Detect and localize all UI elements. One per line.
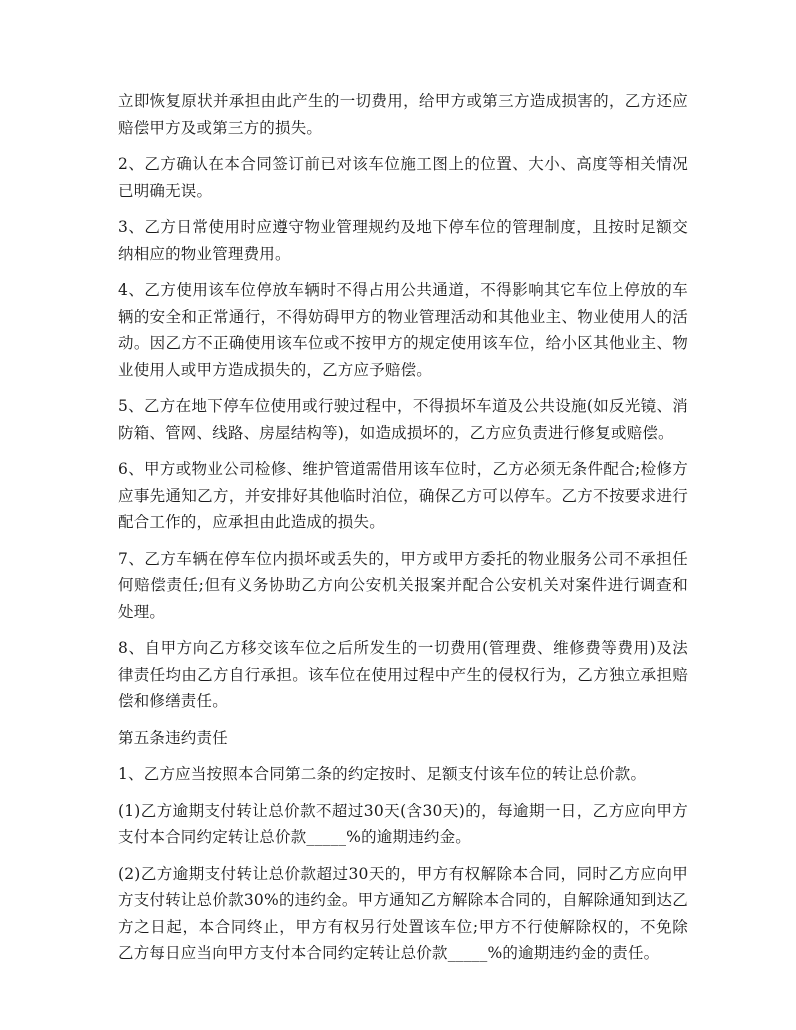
paragraph-breach-1-item-2: (2)乙方逾期支付转让总价款超过30天的，甲方有权解除本合同，同时乙方应向甲方支付转让总价款30%的违约金。甲方通知乙方解除本合同的，自解除通知到达乙方之日起，本合同终止，甲方有权另行处置该车位;甲方不行使解除权的，不免除乙方每日应当向甲方支付本合同约定转让总价款_____%的逾期违约金的责任。 (118, 864, 688, 962)
paragraph-breach-1: 1、乙方应当按照本合同第二条的约定按时、足额支付该车位的转让总价款。 (118, 765, 647, 783)
paragraph-clause-8: 8、自甲方向乙方移交该车位之后所发生的一切费用(管理费、维修费等费用)及法律责任均由乙方自行承担。该车位在使用过程中产生的侵权行为，乙方独立承担赔偿和修缮责任。 (118, 639, 688, 710)
paragraph-clause-2: 2、乙方确认在本合同签订前已对该车位施工图上的位置、大小、高度等相关情况已明确无误。 (118, 155, 688, 200)
paragraph-clause-7: 7、乙方车辆在停车位内损坏或丢失的，甲方或甲方委托的物业服务公司不承担任何赔偿责任;但有义务协助乙方向公安机关报案并配合公安机关对案件进行调查和处理。 (118, 549, 688, 621)
paragraph-clause-5: 5、乙方在地下停车位使用或行驶过程中，不得损坏车道及公共设施(如反光镜、消防箱、管网、线路、房屋结构等)，如造成损坏的，乙方应负责进行修复或赔偿。 (118, 397, 688, 442)
paragraph-breach-1-item-1: (1)乙方逾期支付转让总价款不超过30天(含30天)的，每逾期一日，乙方应向甲方支付本合同约定转让总价款_____%的逾期违约金。 (118, 801, 688, 846)
paragraph-clause-3: 3、乙方日常使用时应遵守物业管理规约及地下停车位的管理制度，且按时足额交纳相应的物业管理费用。 (118, 218, 688, 263)
paragraph-clause-6: 6、甲方或物业公司检修、维护管道需借用该车位时，乙方必须无条件配合;检修方应事先通知乙方，并安排好其他临时泊位，确保乙方可以停车。乙方不按要求进行配合工作的，应承担由此造成的损失。 (118, 460, 688, 531)
document-page (118, 88, 688, 977)
section-heading-article-5: 第五条违约责任 (118, 728, 228, 747)
paragraph-continuation: 立即恢复原状并承担由此产生的一切费用，给甲方或第三方造成损害的，乙方还应赔偿甲方及或第三方的损失。 (118, 92, 688, 137)
paragraph-clause-4: 4、乙方使用该车位停放车辆时不得占用公共通道，不得影响其它车位上停放的车辆的安全和正常通行，不得妨碍甲方的物业管理活动和其他业主、物业使用人的活动。因乙方不正确使用该车位或不按甲方的规定使用该车位，给小区其他业主、物业使用人或甲方造成损失的，乙方应予赔偿。 (118, 281, 688, 379)
